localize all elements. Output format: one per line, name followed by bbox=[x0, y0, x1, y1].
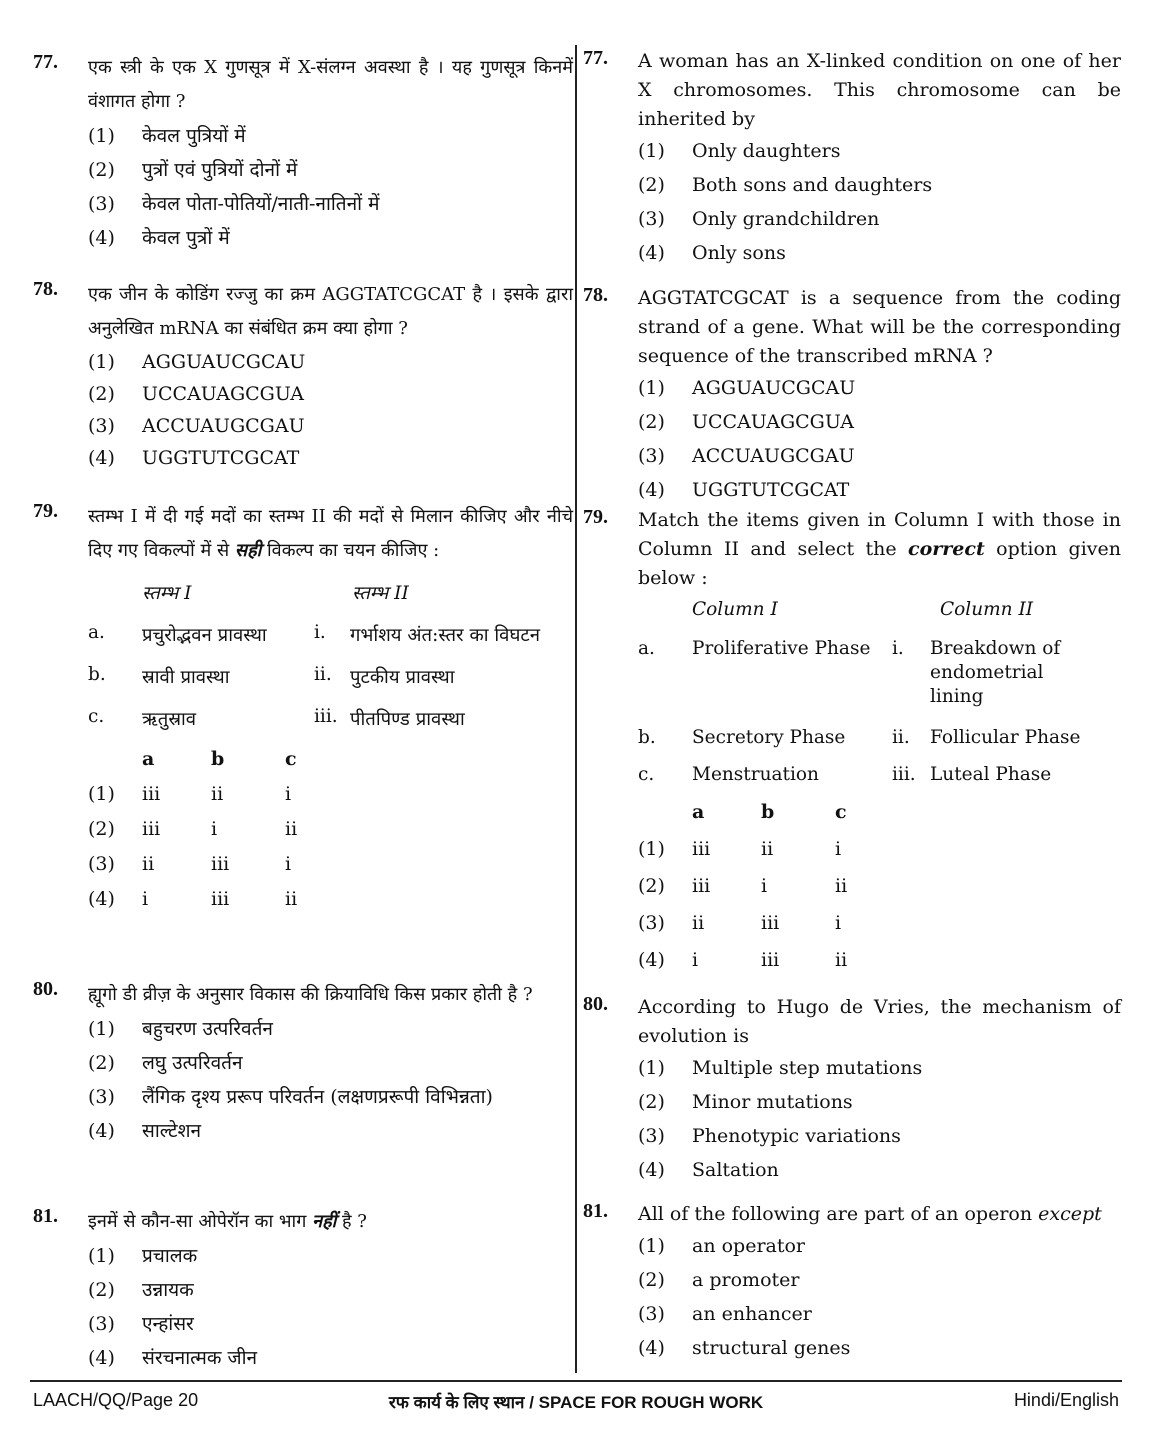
question-number: 81. bbox=[33, 1205, 58, 1227]
option: (3) Only grandchildren bbox=[638, 208, 880, 230]
question-number: 79. bbox=[583, 506, 608, 528]
question-77-hindi bbox=[33, 51, 573, 255]
question-80-hindi bbox=[33, 978, 573, 1148]
answer-grid bbox=[638, 801, 1121, 986]
answer-row: (3) ii iii i bbox=[638, 912, 842, 934]
option: (4) साल्टेशन bbox=[88, 1120, 202, 1142]
match-row: c. ऋतुस्राव iii. पीतपिण्ड प्रावस्था bbox=[88, 706, 465, 730]
question-78-english bbox=[583, 284, 1121, 507]
match-row: a. प्रचुरोद्भवन प्रावस्था i. गर्भाशय अंत:स्तर का विघटन bbox=[88, 622, 540, 646]
column-divider bbox=[575, 45, 577, 1373]
question-number: 79. bbox=[33, 500, 58, 522]
answer-row: (4) i iii ii bbox=[88, 888, 298, 910]
option: (2) Minor mutations bbox=[638, 1091, 853, 1113]
question-number: 77. bbox=[33, 51, 58, 73]
question-number: 77. bbox=[583, 47, 608, 69]
page-code: LAACH/QQ/Page 20 bbox=[33, 1390, 199, 1410]
question-number: 80. bbox=[583, 993, 608, 1015]
option: (3) an enhancer bbox=[638, 1303, 812, 1325]
question-79-hindi bbox=[33, 500, 573, 923]
option: (2) पुत्रों एवं पुत्रियों दोनों में bbox=[88, 159, 298, 181]
match-row: a. Proliferative Phase i. Breakdown of endometrial lining bbox=[638, 638, 1061, 707]
match-table bbox=[88, 580, 573, 748]
option: (3) ACCUAUGCGAU bbox=[88, 415, 305, 437]
match-row: b. स्रावी प्रावस्था ii. पुटकीय प्रावस्था bbox=[88, 664, 455, 688]
answer-row: (4) i iii ii bbox=[638, 949, 848, 971]
option: (3) केवल पोता-पोतियों/नाती-नातिनों में bbox=[88, 193, 380, 215]
option: (1) an operator bbox=[638, 1235, 806, 1257]
answer-row: (2) iii i ii bbox=[88, 818, 298, 840]
option: (2) a promoter bbox=[638, 1269, 800, 1291]
question-stem: स्तम्भ I में दी गई मदों का स्तम्भ II की मदों से मिलान कीजिए और नीचे दिए गए विकल्पों में से सही विकल्प का चयन कीजिए : bbox=[88, 506, 573, 561]
answer-grid bbox=[88, 748, 573, 923]
option: (3) Phenotypic variations bbox=[638, 1125, 901, 1147]
option: (4) structural genes bbox=[638, 1337, 851, 1359]
option: (3) एन्हांसर bbox=[88, 1313, 194, 1335]
answer-header: a b c bbox=[142, 748, 297, 770]
question-78-hindi bbox=[33, 278, 573, 474]
option: (4) Only sons bbox=[638, 242, 786, 264]
question-number: 81. bbox=[583, 1200, 608, 1222]
language-label: Hindi/English bbox=[1013, 1390, 1119, 1410]
option: (3) लैंगिक दृश्य प्ररूप परिवर्तन (लक्षणप्ररूपी विभिन्नता) bbox=[88, 1086, 493, 1108]
question-stem: Match the items given in Column I with those in Column II and select the correct option given below : bbox=[638, 509, 1121, 589]
option: (4) संरचनात्मक जीन bbox=[88, 1347, 258, 1369]
option: (4) Saltation bbox=[638, 1159, 779, 1181]
option: (1) Multiple step mutations bbox=[638, 1057, 923, 1079]
option: (1) AGGUAUCGCAU bbox=[88, 351, 306, 373]
option: (2) उन्नायक bbox=[88, 1279, 194, 1301]
answer-header: a b c bbox=[692, 801, 847, 823]
option: (3) ACCUAUGCGAU bbox=[638, 445, 855, 467]
question-stem: According to Hugo de Vries, the mechanism of evolution is bbox=[638, 996, 1121, 1047]
option: (1) केवल पुत्रियों में bbox=[88, 125, 246, 147]
question-stem: एक जीन के कोडिंग रज्जु का क्रम AGGTATCGCAT है । इसके द्वारा अनुलेखित mRNA का संबंधित क्रम क्या होगा ? bbox=[88, 284, 573, 339]
match-header: स्तम्भ I स्तम्भ II bbox=[142, 583, 409, 604]
question-81-english bbox=[583, 1200, 1121, 1365]
match-row: b. Secretory Phase ii. Follicular Phase bbox=[638, 727, 1081, 748]
option: (4) UGGTUTCGCAT bbox=[638, 479, 850, 501]
question-stem: A woman has an X-linked condition on one of her X chromosomes. This chromosome can be inherited by bbox=[638, 50, 1121, 130]
option: (2) UCCAUAGCGUA bbox=[88, 383, 305, 405]
answer-row: (3) ii iii i bbox=[88, 853, 292, 875]
option: (1) बहुचरण उत्परिवर्तन bbox=[88, 1018, 273, 1040]
question-77-english bbox=[583, 47, 1121, 270]
footer-rule bbox=[30, 1380, 1122, 1382]
option: (2) लघु उत्परिवर्तन bbox=[88, 1052, 243, 1074]
question-80-english bbox=[583, 993, 1121, 1187]
option: (1) प्रचालक bbox=[88, 1245, 198, 1267]
question-79-english bbox=[583, 506, 1121, 986]
question-number: 78. bbox=[583, 284, 608, 306]
option: (4) केवल पुत्रों में bbox=[88, 227, 230, 249]
option: (4) UGGTUTCGCAT bbox=[88, 447, 300, 469]
option: (2) UCCAUAGCGUA bbox=[638, 411, 855, 433]
question-number: 80. bbox=[33, 978, 58, 1000]
question-stem: इनमें से कौन-सा ओपेरॉन का भाग नहीं है ? bbox=[88, 1211, 367, 1232]
question-stem: ह्यूगो डी व्रीज़ के अनुसार विकास की क्रियाविधि किस प्रकार होती है ? bbox=[88, 984, 533, 1005]
option: (1) Only daughters bbox=[638, 140, 841, 162]
match-row: c. Menstruation iii. Luteal Phase bbox=[638, 764, 1052, 785]
match-header: Column I Column II bbox=[692, 599, 1034, 620]
answer-row: (1) iii ii i bbox=[88, 783, 292, 805]
answer-row: (1) iii ii i bbox=[638, 838, 842, 860]
option: (1) AGGUAUCGCAU bbox=[638, 377, 856, 399]
answer-row: (2) iii i ii bbox=[638, 875, 848, 897]
question-stem: AGGTATCGCAT is a sequence from the coding strand of a gene. What will be the corresponding sequence of the transcribed mRNA ? bbox=[638, 287, 1121, 367]
question-stem: एक स्त्री के एक X गुणसूत्र में X-संलग्न अवस्था है । यह गुणसूत्र किनमें वंशागत होगा ? bbox=[88, 57, 573, 112]
match-table bbox=[638, 599, 1121, 801]
option: (2) Both sons and daughters bbox=[638, 174, 933, 196]
rough-work-label: रफ कार्य के लिए स्थान / SPACE FOR ROUGH WORK bbox=[388, 1393, 764, 1412]
question-stem: All of the following are part of an operon except bbox=[638, 1203, 1102, 1225]
question-81-hindi bbox=[33, 1205, 573, 1375]
question-number: 78. bbox=[33, 278, 58, 300]
